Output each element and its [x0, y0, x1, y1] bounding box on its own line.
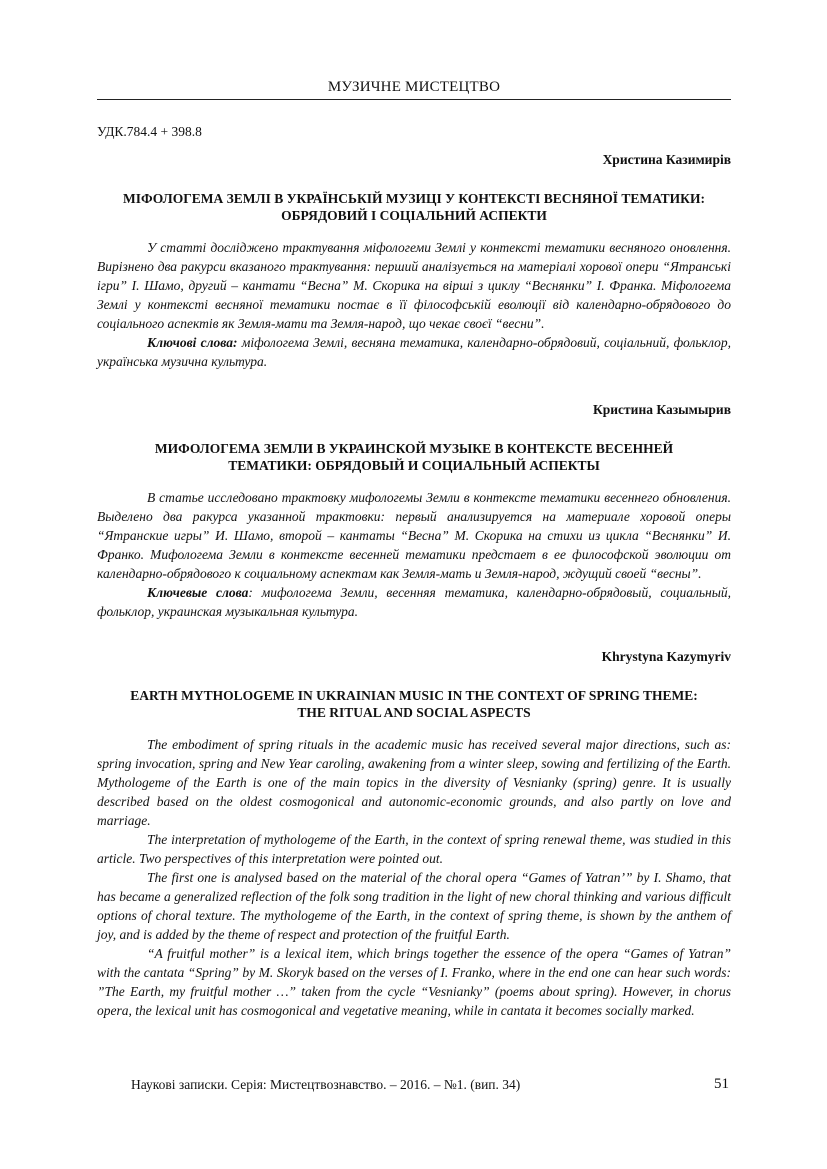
section-ua [97, 152, 731, 371]
page-number: 51 [714, 1076, 729, 1092]
abstract-ru [97, 488, 731, 621]
running-header: МУЗИЧНЕ МИСТЕЦТВО [327, 79, 501, 95]
section-ru [97, 402, 731, 621]
udk-code: УДК.784.4 + 398.8 [97, 124, 202, 139]
keywords-ru-label: Ключевые слова [147, 585, 249, 600]
title-ua: МІФОЛОГЕМА ЗЕМЛІ В УКРАЇНСЬКІЙ МУЗИЦІ У КОНТЕКСТІ ВЕСНЯНОЇ ТЕМАТИКИ: ОБРЯДОВИЙ І СОЦІАЛЬНИЙ АСПЕКТИ [123, 191, 705, 223]
abstract-en [97, 735, 731, 1020]
abstract-en-paragraph-2: The interpretation of mythologeme of the Earth, in the context of spring renewal theme, was studied in this article. Two perspectives of this interpretation were pointed out. [97, 832, 731, 866]
author-ua: Христина Казимирів [602, 152, 731, 167]
title-ru: МИФОЛОГЕМА ЗЕМЛИ В УКРАИНСКОЙ МУЗЫКЕ В КОНТЕКСТЕ ВЕСЕННЕЙ ТЕМАТИКИ: ОБРЯДОВЫЙ И СОЦИАЛЬНЫЙ АСПЕКТЫ [154, 441, 674, 473]
section-en [97, 649, 731, 1020]
abstract-ru-text: В статье исследовано трактовку мифологемы Земли в контексте тематики весеннего обновления. Выделено два ракурса указанной трактовки: первый анализируется на материале хоровой оперы “Ятранские игры” И. Шамо, второй – кантаты “Весна” М. Скорика на стихи из цикла “Веснянки” И. Франко. Мифологема Земли в контексте весенней тематики предстает в ее философской эволюции от календарно-обрядового к социальному аспектам как Земля-мать и Земля-народ, ждущий своей “весны”. [97, 490, 731, 581]
abstract-ua [97, 238, 731, 371]
keywords-ua [97, 333, 731, 371]
title-en: EARTH MYTHOLOGEME IN UKRAINIAN MUSIC IN THE CONTEXT OF SPRING THEME: THE RITUAL AND SOCIAL ASPECTS [130, 688, 698, 720]
abstract-en-paragraph-1: The embodiment of spring rituals in the academic music has received several major directions, such as: spring invocation, spring and New Year caroling, awakening from a winter sleep, sowing and fertilizing of the Earth. Mythologeme of the Earth is one of the main topics in the diversity of Vesnianky (spring) genre. It is usually described based on the oldest cosmogonical and autonomic-economic grounds, and also partly on love and marriage. [97, 737, 731, 828]
author-en: Khrystyna Kazymyriv [601, 649, 731, 664]
author-ru: Кристина Казымырив [592, 402, 731, 417]
keywords-ua-label: Ключові слова: [147, 335, 238, 350]
keywords-ru-text: : мифологема Земли, весенняя тематика, календарно-обрядовый, социальный, фольклор, украинская музыкальная культура. [97, 585, 731, 619]
keywords-ru [97, 583, 731, 621]
journal-citation: Наукові записки. Серія: Мистецтвознавство. – 2016. – №1. (вип. 34) [131, 1077, 521, 1092]
abstract-en-paragraph-3: The first one is analysed based on the material of the choral opera “Games of Yatran’” by I. Shamo, that has became a generalized reflection of the folk song tradition in the light of new choral thinking and various difficult options of choral texture. The mythologeme of the Earth, in the context of spring theme, is shown by the anthem of joy, and is added by the theme of respect and protection of the fruitful Earth. [97, 870, 731, 942]
abstract-en-paragraph-4: “A fruitful mother” is a lexical item, which brings together the essence of the opera “Games of Yatran” with the cantata “Spring” by M. Skoryk based on the verses of I. Franko, where in the end one can hear such words: ”The Earth, my fruitful mother …” taken from the cycle “Vesnianky” (poems about spring). However, in chorus opera, the lexical unit has cosmogonical and vegetative meaning, while in cantata it becomes socially marked. [97, 946, 731, 1018]
keywords-ua-text: міфологема Землі, весняна тематика, календарно-обрядовий, соціальний, фольклор, українська музична культура. [97, 335, 731, 369]
header-rule [97, 99, 731, 100]
abstract-ua-text: У статті досліджено трактування міфологеми Землі у контексті тематики весняного оновлення. Вирізнено два ракурси вказаного трактування: перший аналізується на матеріалі хорової опери “Ятранські ігри” І. Шамо, другий – кантати “Весна” М. Скорика на вірші з циклу “Веснянки” І. Франка. Міфологема Землі у контексті весняної тематики постає в її філософській еволюції від календарно-обрядового до соціального аспектів як Земля-мати та Земля-народ, що чекає своєї “весни”. [97, 240, 731, 331]
